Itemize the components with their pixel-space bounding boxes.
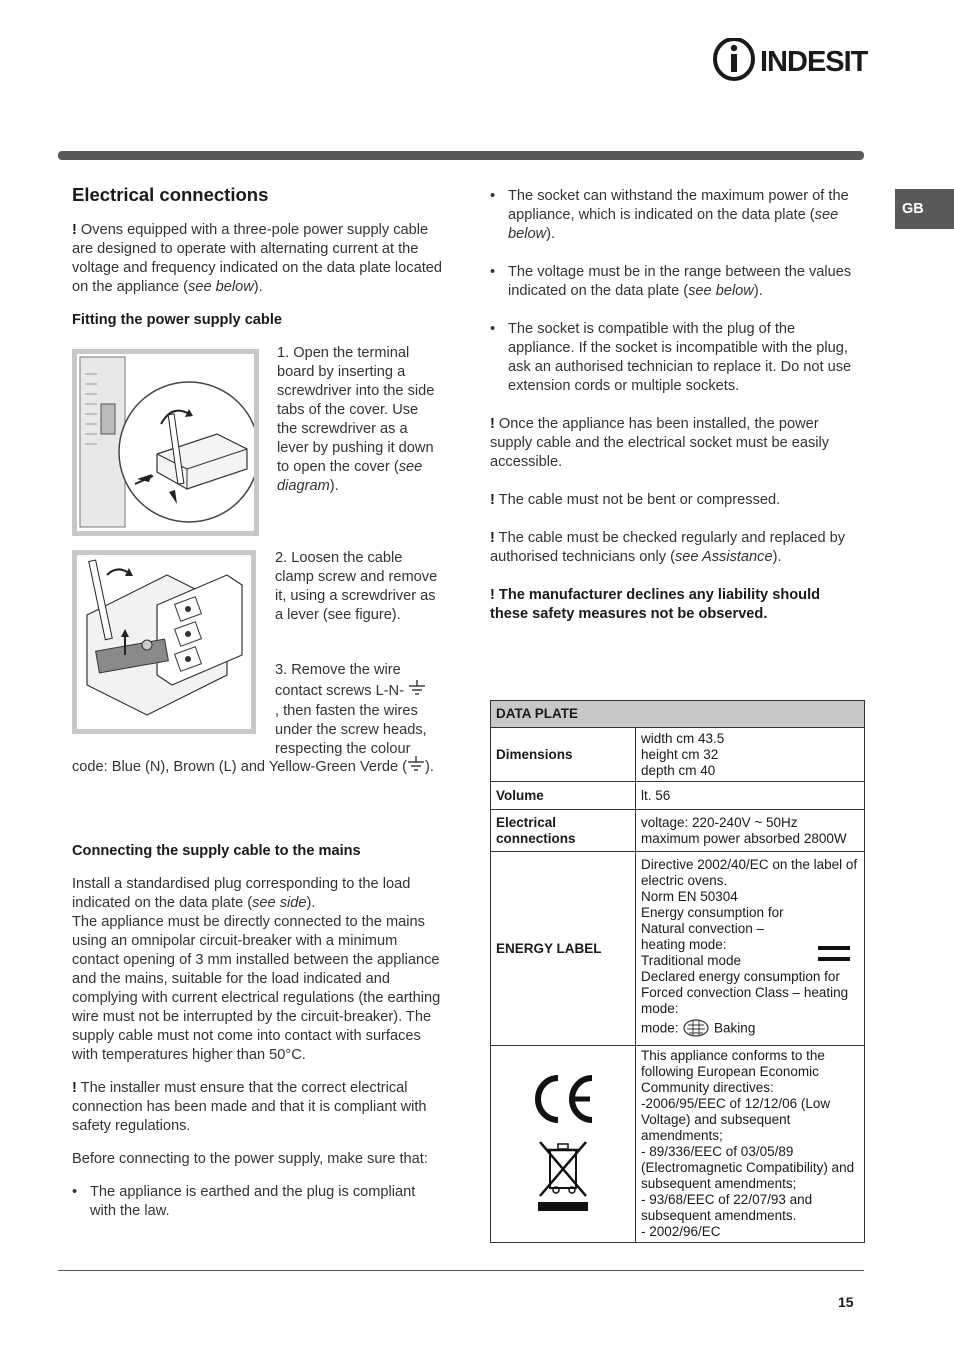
data-plate-header: DATA PLATE	[491, 701, 865, 728]
before-connecting: Before connecting to the power supply, make sure that:	[72, 1151, 428, 1167]
intro-paragraph: ! Ovens equipped with a three-pole power supply cable are designed to operate with alternating current at the voltage and frequency indicated on the data plate located on the appliance (see below).	[72, 222, 442, 295]
mains-text	[72, 875, 442, 1221]
installer-note: ! The installer must ensure that the correct electrical connection has been made and that it is compliant with safety regulations.	[72, 1080, 427, 1134]
liability-warning: ! The manufacturer declines any liability should these safety measures not be observed.	[490, 587, 821, 622]
footer-line	[58, 1270, 864, 1271]
energy-value: Directive 2002/40/EC on the label of electric ovens. Norm EN 50304 Energy consumption for Natural convection – heating mode: Traditional mode Declared energy consumption for Forced convection Class – heating mode: mode: Baking	[636, 852, 865, 1046]
baking-icon	[682, 1017, 710, 1041]
list-item: • The voltage must be in the range between the values indicated on the data plate (see below).	[490, 264, 852, 299]
table-row	[491, 728, 865, 782]
data-plate-table	[490, 700, 865, 1243]
list-item: • The appliance is earthed and the plug is compliant with the law.	[72, 1184, 416, 1219]
indesit-logo	[712, 38, 868, 82]
energy-label: ENERGY LABEL	[491, 852, 636, 1046]
table-row	[491, 1046, 865, 1243]
svg-text:INDESIT: INDESIT	[760, 46, 868, 78]
list-item: • The socket is compatible with the plug of the appliance. If the socket is incompatible with the plug, ask an authorised technician to replace it. Do not use extension cords or multiple sockets.	[490, 321, 852, 394]
table-row	[491, 852, 865, 1046]
table-row	[491, 810, 865, 852]
note-accessible: ! Once the appliance has been installed, the power supply cable and the electrical socket must be easily accessible.	[490, 416, 830, 470]
earth-icon	[407, 756, 425, 778]
header-bar	[58, 151, 864, 160]
earth-icon	[408, 680, 426, 702]
list-item: • The socket can withstand the maximum power of the appliance, which is indicated on the data plate (see below).	[490, 188, 849, 242]
conformity-symbols	[491, 1046, 636, 1243]
mains-heading: Connecting the supply cable to the mains	[72, 843, 361, 859]
fitting-step2: 2. Loosen the cable clamp screw and remove it, using a screwdriver as a lever (see figure).	[275, 550, 438, 623]
page-number: 15	[838, 1294, 854, 1310]
traditional-mode-icon	[818, 944, 850, 969]
ce-mark-icon	[496, 1072, 630, 1130]
page-title: Electrical connections	[72, 184, 269, 205]
row-label: Electrical connections	[491, 810, 636, 852]
cable-clamp-diagram	[72, 550, 256, 734]
row-value: lt. 56	[636, 782, 865, 810]
language-tab[interactable]: GB	[895, 189, 954, 229]
terminal-board-diagram	[72, 349, 259, 536]
weee-bin-icon	[496, 1138, 630, 1216]
fitting-step1: 1. Open the terminal board by inserting a screwdriver into the side tabs of the cover. Use the screwdriver as a lever by pushing it down to open the cover (see diagram).	[277, 345, 435, 494]
fitting-heading: Fitting the power supply cable	[72, 312, 283, 328]
mains-paragraph-2: The appliance must be directly connected to the mains using an omnipolar circuit-breaker with a minimum contact opening of 3 mm installed between the appliance and the mains, suitable for the load indicated and complying with current electrical regulations (the earthing wire must not be interrupted by the circuit-breaker). The supply cable must not come into contact with surfaces with temperatures higher than 50°C.	[72, 914, 441, 1063]
fitting-step3: 3. Remove the wire contact screws L-N- , then fasten the wires under the screw heads, respecting the colour	[275, 662, 427, 757]
row-value: width cm 43.5 height cm 32 depth cm 40	[636, 728, 865, 782]
row-label: Dimensions	[491, 728, 636, 782]
note-cable-bent: ! The cable must not be bent or compressed.	[490, 492, 781, 508]
mains-paragraph-1: Install a standardised plug corresponding to the load indicated on the data plate (see side).	[72, 876, 411, 911]
table-row	[491, 782, 865, 810]
fitting-step3-continued: code: Blue (N), Brown (L) and Yellow-Green Verde ( ).	[72, 756, 442, 778]
right-column-text	[490, 187, 860, 624]
conformity-text: This appliance conforms to the following European Economic Community directives: -2006/95/EEC of 12/12/06 (Low Voltage) and subsequent amendments; - 89/336/EEC of 03/05/89 (Electromagnetic Compatibility) and subsequent amendments; - 93/68/EEC of 22/07/93 and subsequent amendments. - 2002/96/EC	[636, 1046, 865, 1243]
row-label: Volume	[491, 782, 636, 810]
row-value: voltage: 220-240V ~ 50Hz maximum power absorbed 2800W	[636, 810, 865, 852]
note-cable-checked: ! The cable must be checked regularly and replaced by authorised technicians only (see Assistance).	[490, 530, 846, 565]
